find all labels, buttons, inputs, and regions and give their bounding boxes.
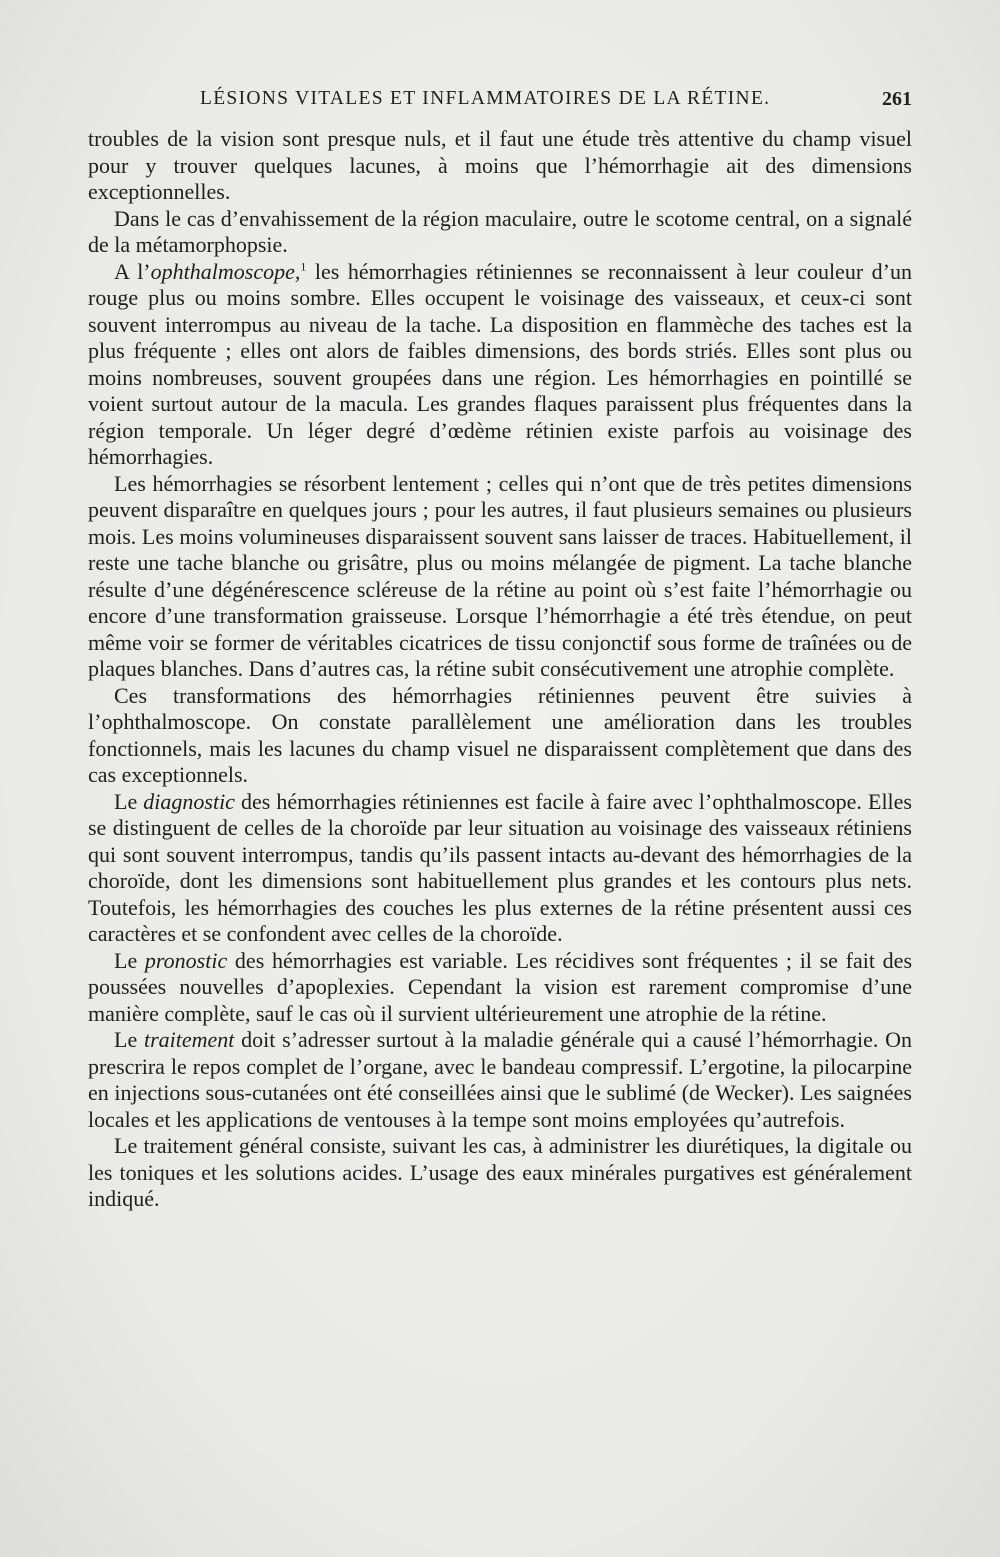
paragraph-text: Les hémorrhagies se résorbent lentement ; celles qui n’ont que de très petites dimensions peuvent disparaître en quelques jours ; pour les autres, il faut plusieurs semaines ou plusieurs mois. Les moins volumineuses disparaissent souvent sans laisser de traces. Habituellement, il reste une tache blanche ou grisâtre, plus ou moins mélangée de pigment. La tache blanche résulte d’une dégénérescence scléreuse de la rétine au point où s’est faite l’hémorrhagie ou encore d’une transformation graisseuse. Lorsque l’hémorrhagie a été très étendue, on peut même voir se former de véritables cicatrices de tissu conjonctif sous forme de traînées ou de plaques blanches. Dans d’autres cas, la rétine subit consécutivement une atrophie complète. <box>88 470 912 681</box>
running-title: LÉSIONS VITALES ET INFLAMMATOIRES DE LA RÉTINE. <box>200 88 771 109</box>
paragraph-text: des hémorrhagies rétiniennes est facile à faire avec l’ophthalmoscope. Elles se distinguent de celles de la choroïde par leur situation au voisinage des vaisseaux rétiniens qui sont souvent interrompus, tandis qu’ils passent intacts au-devant des hémorrhagies de la choroïde, dont les dimensions sont habituellement plus grandes et les contours plus nets. Toutefois, les hémorrhagies des couches les plus externes de la rétine présentent aussi ces caractères et se confondent avec celles de la choroïde. <box>88 788 912 946</box>
paragraph-text: Le <box>114 947 145 973</box>
paragraph <box>88 1027 912 1133</box>
paragraph-text: les hémorrhagies rétiniennes se reconnaissent à leur couleur d’un rouge plus ou moins sombre. Elles occupent le voisinage des vaisseaux, et ceux-ci sont souvent interrompus au niveau de la tache. La disposition en flammèche des taches est la plus fréquente ; elles ont alors de faibles dimensions, des bords striés. Elles sont plus ou moins nombreuses, souvent groupées dans une région. Les hémorrhagies en pointillé se voient surtout autour de la macula. Les grandes flaques paraissent plus fréquentes dans la région temporale. Un léger degré d’œdème rétinien existe parfois au voisinage des hémorrhagies. <box>88 258 912 469</box>
paragraph <box>88 471 912 683</box>
paragraph-text: A l’ <box>114 258 151 284</box>
italic-term: traitement <box>143 1027 235 1052</box>
paragraph-text: Le <box>114 788 144 814</box>
paragraph-text: troubles de la vision sont presque nuls, et il faut une étude très attentive du champ visuel pour y trouver quelques lacunes, à moins que l’hémorrhagie ait des dimensions exceptionnelles. <box>88 126 912 204</box>
italic-term: ophthalmoscope, <box>150 258 301 284</box>
paragraph-text: des hémorrhagies est variable. Les récidives sont fréquentes ; il se fait des poussées nouvelles d’apoplexies. Cependant la vision est rarement compromise d’une manière complète, sauf le cas où il survient ultérieurement une atrophie de la rétine. <box>88 947 912 1026</box>
paragraph-text: Dans le cas d’envahissement de la région maculaire, outre le scotome central, on a signalé de la métamorphopsie. <box>88 205 912 257</box>
paragraph-text: Le traitement général consiste, suivant les cas, à administrer les diurétiques, la digitale ou les toniques et les solutions acides. L’usage des eaux minérales purgatives est généralement indiqué. <box>88 1133 912 1211</box>
paragraph <box>88 948 912 1028</box>
paragraph <box>88 126 912 206</box>
italic-term: diagnostic <box>143 788 235 814</box>
paragraph <box>88 1133 912 1213</box>
italic-term: pronostic <box>144 947 228 973</box>
paragraph <box>88 259 912 471</box>
paragraph <box>88 789 912 948</box>
footnote-marker: 1 <box>300 259 307 274</box>
paragraph-text: doit s’adresser surtout à la maladie générale qui a causé l’hémorrhagie. On prescrira le repos complet de l’organe, avec le bandeau compressif. L’ergotine, la pilocarpine en injections sous-cutanées ont été conseillées ainsi que le sublimé (de Wecker). Les saignées locales et les applications de ventouses à la tempe sont moins employées qu’autrefois. <box>88 1027 913 1132</box>
page-header <box>200 88 912 118</box>
paragraph <box>88 683 912 789</box>
body-text <box>88 126 912 1213</box>
paragraph <box>88 206 912 259</box>
paragraph-text: Le <box>114 1027 144 1052</box>
page-number: 261 <box>882 88 912 110</box>
paragraph-text: Ces transformations des hémorrhagies rétiniennes peuvent être suivies à l’ophthalmoscope. On constate parallèlement une amélioration dans les troubles fonctionnels, mais les lacunes du champ visuel ne disparaissent complètement que dans des cas exceptionnels. <box>88 682 912 787</box>
